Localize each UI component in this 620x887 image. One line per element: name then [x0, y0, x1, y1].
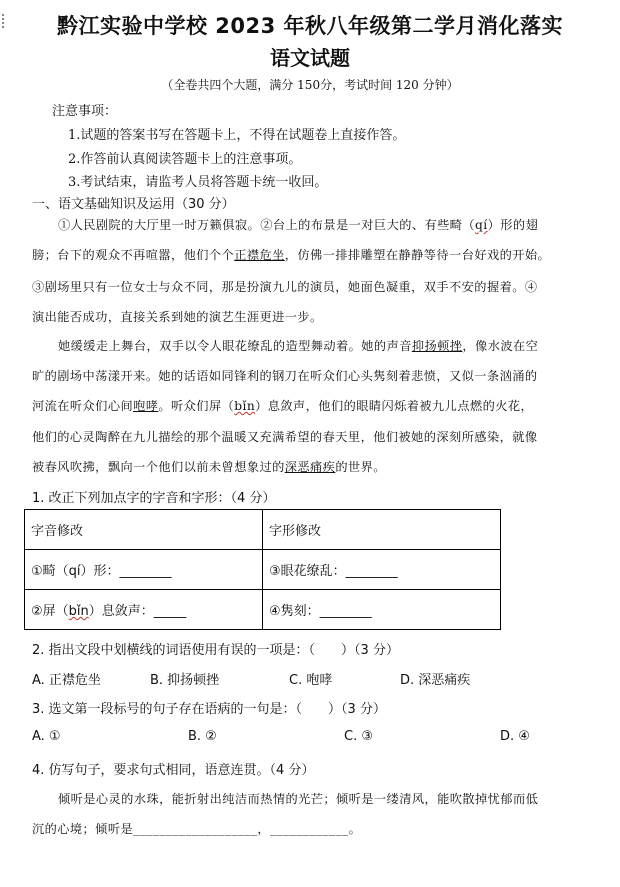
- option-a[interactable]: A. 正襟危坐: [32, 673, 101, 688]
- passage-line: 被春风吹拂，飘向一个他们以前未曾想象过的深恶痛疾的世界。: [32, 460, 386, 474]
- exam-subtitle: 语文试题: [270, 46, 350, 70]
- question-1-prompt: 1. 改正下列加点字的字音和字形：（4 分）: [32, 491, 276, 506]
- answer-cell[interactable]: ④隽刻：________: [263, 590, 501, 630]
- underlined-word: 咆哮: [133, 399, 159, 413]
- passage-line: 旷的剧场中荡漾开来。她的话语如同锋利的钢刀在听众们心头隽刻着悲愤，又似一条汹涌的: [32, 369, 538, 383]
- passage-line: 演出能否成功，直接关系到她的演艺生涯更进一步。: [32, 310, 323, 324]
- table-row: [25, 590, 501, 630]
- option-b[interactable]: B. ②: [188, 729, 217, 744]
- table-row: [25, 510, 501, 550]
- answer-cell[interactable]: ①畸（qí）形：________: [25, 550, 263, 590]
- passage-line: 她缓缓走上舞台，双手以令人眼花缭乱的造型舞动着。她的声音抑扬顿挫，像水波在空: [58, 339, 539, 353]
- notes-heading: 注意事项：: [52, 104, 118, 119]
- option-c[interactable]: C. ③: [344, 729, 373, 744]
- section-heading: 一、语文基础知识及运用（30 分）: [32, 197, 235, 212]
- option-a[interactable]: A. ①: [32, 729, 61, 744]
- question-4-prompt: 4. 仿写句子，要求句式相同，语意连贯。（4 分）: [32, 763, 315, 778]
- passage-line: 倾听是心灵的水珠，能折射出纯洁而热情的光芒；倾听是一缕清风，能吹散掉忧郁而低: [58, 792, 539, 806]
- underlined-word: 正襟危坐: [234, 248, 285, 262]
- option-c[interactable]: C. 咆哮: [289, 673, 333, 688]
- question-1-table: [24, 509, 501, 630]
- passage-line: ①人民剧院的大厅里一时万籁俱寂。②台上的布景是一对巨大的、有些畸（qí）形的翅: [58, 218, 539, 232]
- passage-line: 膀；台下的观众不再喧嚣，他们个个正襟危坐，仿佛一排排雕塑在静静等待一台好戏的开始。: [32, 248, 551, 262]
- passage-line: ③剧场里只有一位女士与众不同，那是扮演九儿的演员，她面色凝重，双手不安的握着。④: [32, 280, 538, 294]
- exam-title: 黔江实验中学校 2023 年秋八年级第二学月消化落实: [56, 14, 564, 38]
- option-d[interactable]: D. ④: [500, 729, 530, 744]
- answer-cell[interactable]: ③眼花缭乱：________: [263, 550, 501, 590]
- option-d[interactable]: D. 深恶痛疾: [400, 673, 471, 688]
- note-item: 2.作答前认真阅读答题卡上的注意事项。: [68, 152, 302, 167]
- option-b[interactable]: B. 抑扬顿挫: [150, 673, 220, 688]
- underlined-word: 深恶痛疾: [284, 460, 336, 474]
- answer-cell[interactable]: ②屏（bǐn）息敛声：_____: [25, 590, 263, 630]
- passage-line: 河流在听众们心间咆哮。听众们屏（bǐn）息敛声，他们的眼睛闪烁着被九儿点燃的火花，: [32, 399, 534, 413]
- table-header-pronunciation: 字音修改: [25, 510, 263, 550]
- answer-line[interactable]: 沉的心境；倾听是___________________，____________。: [32, 822, 362, 836]
- table-row: [25, 550, 501, 590]
- question-2-prompt: 2. 指出文段中划横线的词语使用有误的一项是：（ ）（3 分）: [32, 643, 399, 658]
- underlined-word: 抑扬顿挫: [411, 339, 463, 353]
- question-3-prompt: 3. 选文第一段标号的句子存在语病的一句是：（ ）（3 分）: [32, 702, 386, 717]
- exam-info: （全卷共四个大题，满分 150分，考试时间 120 分钟）: [161, 78, 459, 92]
- note-item: 3.考试结束，请监考人员将答题卡统一收回。: [68, 175, 328, 190]
- table-header-form: 字形修改: [263, 510, 501, 550]
- note-item: 1.试题的答案书写在答题卡上，不得在试题卷上直接作答。: [68, 128, 406, 143]
- passage-line: 他们的心灵陶醉在九儿描绘的那个温暖又充满希望的春天里，他们被她的深刻所感染，就像: [32, 430, 538, 444]
